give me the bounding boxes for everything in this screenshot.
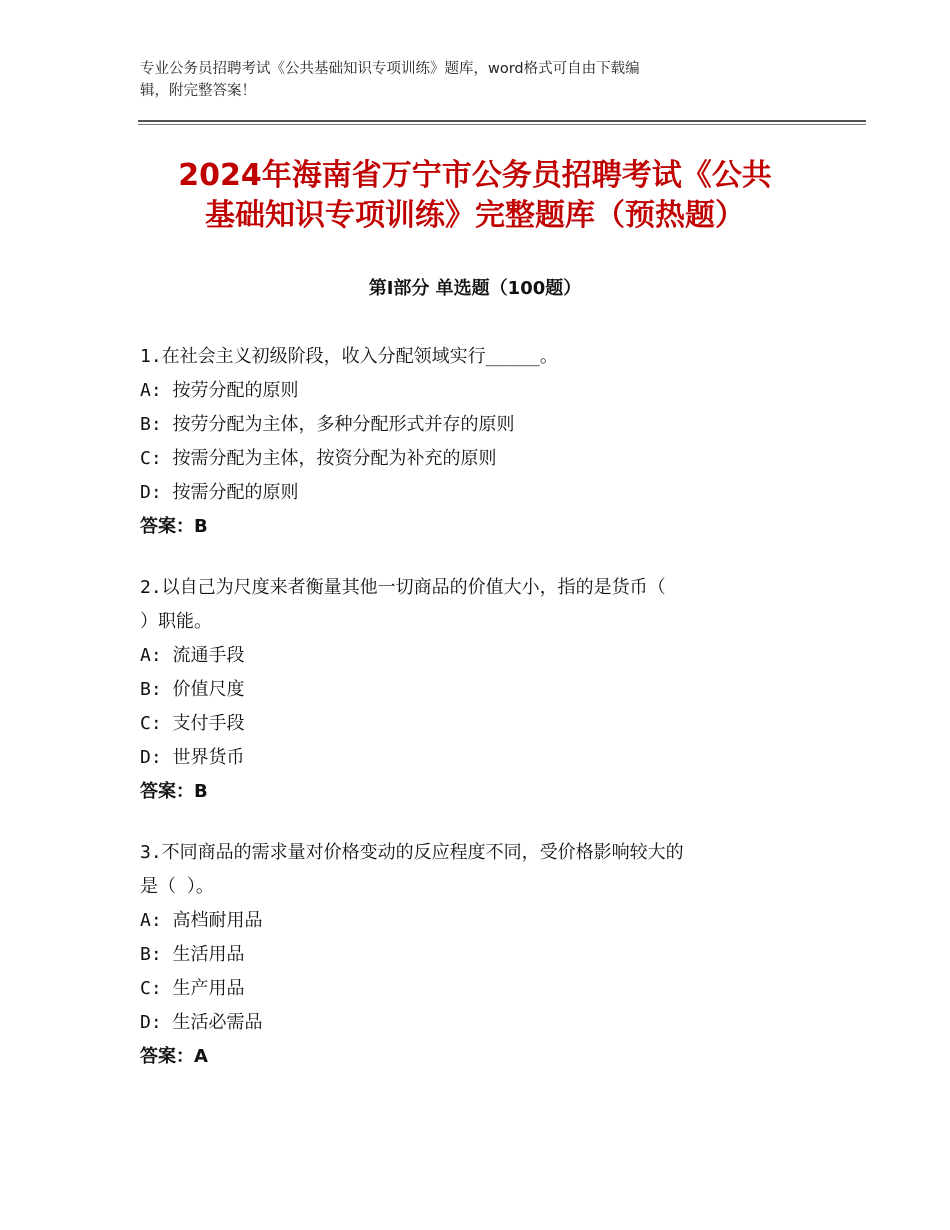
option-d: D: 按需分配的原则: [140, 482, 299, 503]
document-header: [140, 58, 800, 102]
question-2: [140, 571, 800, 809]
option-d: D: 世界货币: [140, 747, 245, 768]
option-b: B: 按劳分配为主体，多种分配形式并存的原则: [140, 414, 515, 435]
option-a: A: 流通手段: [140, 645, 245, 666]
option-a: A: 按劳分配的原则: [140, 380, 299, 401]
answer-label: 答案：B: [140, 781, 208, 802]
header-divider-thick: [138, 120, 866, 122]
question-3: [140, 836, 800, 1074]
option-b: B: 生活用品: [140, 944, 245, 965]
question-stem: 2.以自己为尺度来者衡量其他一切商品的价值大小，指的是货币（: [140, 577, 666, 598]
answer-label: 答案：B: [140, 516, 208, 537]
question-list: [140, 340, 800, 1101]
option-c: C: 生产用品: [140, 978, 245, 999]
question-stem-continued: ）职能。: [140, 611, 212, 632]
option-c: C: 按需分配为主体，按资分配为补充的原则: [140, 448, 497, 469]
header-divider-thin: [138, 124, 866, 125]
option-b: B: 价值尺度: [140, 679, 245, 700]
header-line-1: 专业公务员招聘考试《公共基础知识专项训练》题库，word格式可自由下载编: [140, 61, 640, 77]
question-stem: 1.在社会主义初级阶段，收入分配领域实行_____。: [140, 346, 558, 367]
question-1: [140, 340, 800, 544]
option-a: A: 高档耐用品: [140, 910, 263, 931]
section-heading: 第Ⅰ部分 单选题（100题）: [368, 278, 582, 299]
header-line-2: 辑，附完整答案！: [140, 83, 256, 99]
title-line-2: 基础知识专项训练》完整题库（预热题）: [205, 198, 745, 233]
option-c: C: 支付手段: [140, 713, 245, 734]
question-stem-continued: 是（ ）。: [140, 876, 214, 897]
document-title: [110, 156, 840, 236]
question-stem: 3.不同商品的需求量对价格变动的反应程度不同，受价格影响较大的: [140, 842, 684, 863]
title-line-1: 2024年海南省万宁市公务员招聘考试《公共: [178, 158, 772, 193]
option-d: D: 生活必需品: [140, 1012, 263, 1033]
answer-label: 答案：A: [140, 1046, 208, 1067]
